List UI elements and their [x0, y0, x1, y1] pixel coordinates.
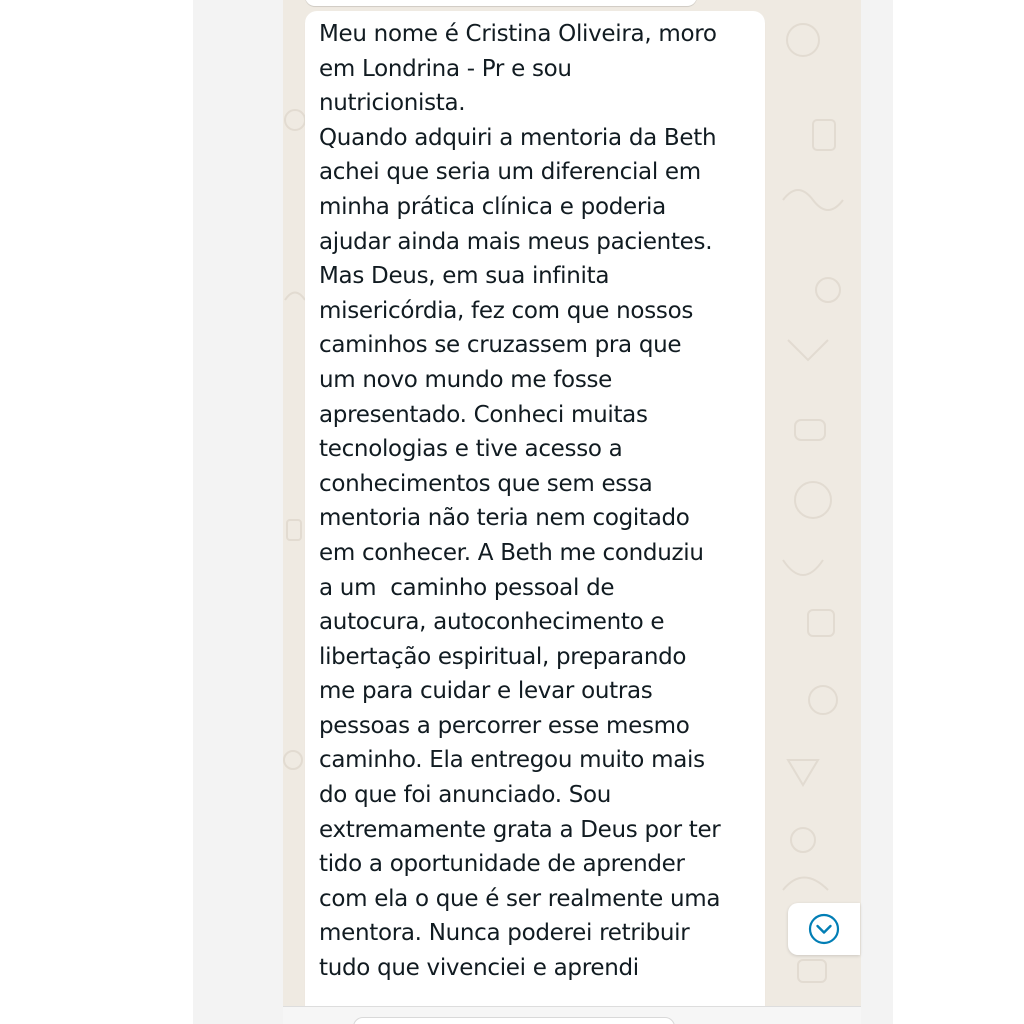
chat-area[interactable]: [283, 0, 861, 1006]
message-line: misericórdia, fez com que nossos: [319, 297, 694, 324]
message-line: em conhecer. A Beth me conduziu: [319, 539, 704, 566]
message-line: autocura, autoconhecimento e: [319, 609, 665, 636]
message-line: tudo que vivenciei e aprendi: [319, 955, 639, 982]
message-line: libertação espiritual, preparando: [319, 643, 687, 670]
message-line: achei que seria um diferencial em: [319, 159, 701, 186]
composer-bar: [283, 1006, 861, 1024]
message-line: mentoria não teria nem cogitado: [319, 505, 690, 532]
message-line: tecnologias e tive acesso a: [319, 436, 623, 463]
message-line: um novo mundo me fosse: [319, 366, 613, 393]
message-line: a um caminho pessoal de: [319, 574, 615, 601]
message-bubble[interactable]: [305, 11, 765, 1006]
message-line: Meu nome é Cristina Oliveira, moro: [319, 21, 717, 47]
message-line: ajudar ainda mais meus pacientes.: [319, 228, 713, 255]
message-line: em Londrina - Pr e sou: [319, 55, 572, 82]
message-line: do que foi anunciado. Sou: [319, 782, 612, 809]
message-line: nutricionista.: [319, 90, 466, 117]
chevron-down-circle-icon: [807, 912, 841, 946]
message-line: com ela o que é ser realmente uma: [319, 885, 721, 912]
message-line: Quando adquiri a mentoria da Beth: [319, 124, 717, 151]
message-line: caminho. Ela entregou muito mais: [319, 747, 705, 774]
message-line: pessoas a percorrer esse mesmo: [319, 712, 690, 739]
message-line: apresentado. Conheci muitas: [319, 401, 648, 428]
message-line: Mas Deus, em sua infinita: [319, 263, 610, 290]
scroll-down-button[interactable]: [788, 903, 860, 955]
message-line: minha prática clínica e poderia: [319, 193, 666, 220]
message-input[interactable]: [353, 1017, 675, 1024]
message-line: tido a oportunidade de aprender: [319, 851, 685, 878]
message-line: conhecimentos que sem essa: [319, 470, 653, 497]
message-line: mentora. Nunca poderei retribuir: [319, 920, 690, 947]
message-line: me para cuidar e levar outras: [319, 678, 653, 705]
message-text: [319, 17, 759, 986]
previous-message-bubble: [305, 0, 697, 6]
message-line: extremamente grata a Deus por ter: [319, 816, 721, 843]
message-line: caminhos se cruzassem pra que: [319, 332, 682, 359]
